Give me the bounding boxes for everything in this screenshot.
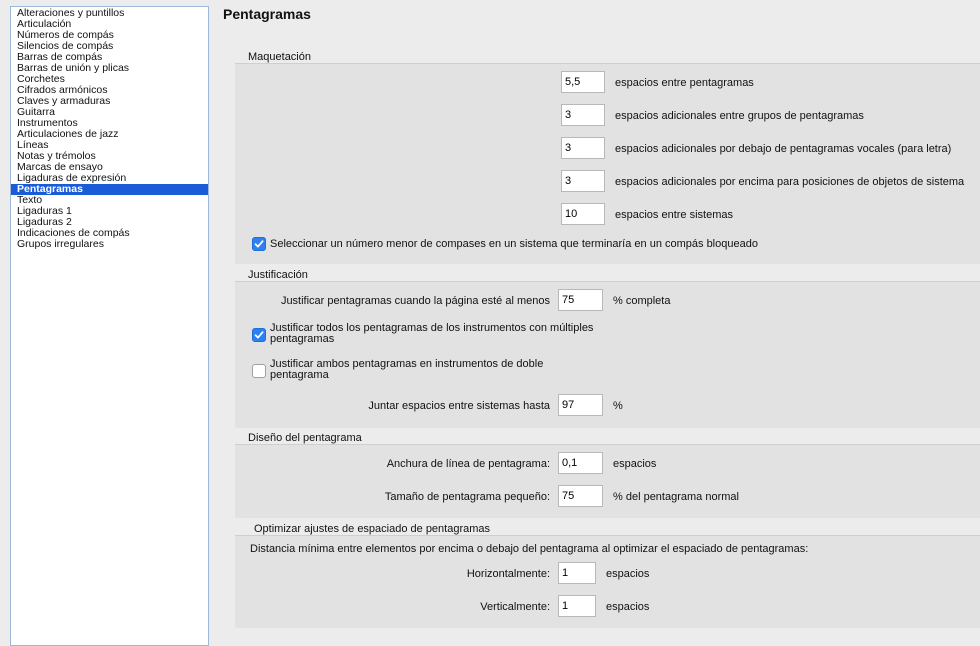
horizontal-distance-label: Horizontalmente: [466, 568, 550, 580]
line-width-unit: espacios [613, 458, 657, 470]
category-item[interactable]: Barras de compás [17, 52, 103, 63]
justify-multi-staff-label [270, 323, 593, 345]
vertical-distance-label: Verticalmente: [480, 601, 550, 613]
category-item[interactable]: Alteraciones y puntillos [17, 8, 125, 19]
justify-double-staff-label [270, 359, 543, 381]
group-spacing-input[interactable] [561, 104, 605, 126]
diseno-panel [235, 444, 980, 518]
category-list-items [11, 7, 208, 250]
small-staff-size-label: Tamaño de pentagrama pequeño: [384, 491, 550, 503]
vertical-distance-input[interactable] [558, 595, 596, 617]
join-spacing-input[interactable] [558, 394, 603, 416]
vocal-spacing-input[interactable] [561, 137, 605, 159]
category-item[interactable]: Guitarra [17, 107, 55, 118]
category-item[interactable]: Instrumentos [17, 118, 78, 129]
category-item[interactable]: Notas y trémolos [17, 151, 96, 162]
category-item[interactable]: Números de compás [17, 30, 114, 41]
system-objects-spacing-input[interactable] [561, 170, 605, 192]
maquetacion-panel [235, 63, 980, 264]
category-item[interactable]: Marcas de ensayo [17, 162, 103, 173]
category-item[interactable]: Claves y armaduras [17, 96, 111, 107]
justify-double-staff-label-line2: pentagrama [270, 369, 329, 381]
category-list[interactable] [10, 6, 209, 646]
section-title-optimizar: Optimizar ajustes de espaciado de pentagramas [254, 523, 491, 535]
checkmark-icon [254, 330, 264, 340]
justify-multi-staff-label-line2: pentagramas [270, 333, 335, 345]
category-item[interactable]: Ligaduras 2 [17, 217, 72, 228]
justify-double-staff-label-line1: Justificar ambos pentagramas en instrumentos de doble [270, 358, 544, 370]
category-item[interactable]: Ligaduras 1 [17, 206, 72, 217]
small-staff-size-input[interactable] [558, 485, 603, 507]
vocal-spacing-label: espacios adicionales por debajo de pentagramas vocales (para letra) [615, 143, 952, 155]
line-width-input[interactable] [558, 452, 603, 474]
horizontal-distance-input[interactable] [558, 562, 596, 584]
category-item[interactable]: Articulaciones de jazz [17, 129, 119, 140]
group-spacing-label: espacios adicionales entre grupos de pentagramas [615, 110, 864, 122]
section-title-justificacion: Justificación [248, 269, 308, 281]
locked-bar-checkbox-label: Seleccionar un número menor de compases en un sistema que terminaría en un compás bloqueado [270, 238, 758, 250]
justify-multi-staff-label-line1: Justificar todos los pentagramas de los instrumentos con múltiples [270, 322, 594, 334]
category-item[interactable]: Articulación [17, 19, 72, 30]
category-item[interactable]: Silencios de compás [17, 41, 114, 52]
system-spacing-label: espacios entre sistemas [615, 209, 733, 221]
justify-double-staff-checkbox[interactable] [252, 364, 266, 378]
staff-spacing-input[interactable] [561, 71, 605, 93]
category-item[interactable]: Corchetes [17, 74, 65, 85]
justify-threshold-label: Justificar pentagramas cuando la página esté al menos [280, 295, 550, 307]
system-objects-spacing-label: espacios adicionales por encima para posiciones de objetos de sistema [615, 176, 965, 188]
section-title-diseno: Diseño del pentagrama [248, 432, 362, 444]
system-spacing-input[interactable] [561, 203, 605, 225]
page-title: Pentagramas [223, 6, 311, 22]
category-item[interactable]: Pentagramas [11, 184, 208, 195]
optimize-description: Distancia mínima entre elementos por encima o debajo del pentagrama al optimizar el espaciado de pentagramas: [250, 543, 809, 555]
category-item[interactable]: Líneas [17, 140, 49, 151]
justify-threshold-unit: % completa [613, 295, 671, 307]
join-spacing-label: Juntar espacios entre sistemas hasta [368, 400, 550, 412]
small-staff-size-unit: % del pentagrama normal [613, 491, 739, 503]
section-title-maquetacion: Maquetación [248, 51, 311, 63]
category-item[interactable]: Cifrados armónicos [17, 85, 108, 96]
justify-multi-staff-checkbox[interactable] [252, 328, 266, 342]
staff-spacing-label: espacios entre pentagramas [615, 77, 754, 89]
horizontal-distance-unit: espacios [606, 568, 650, 580]
join-spacing-unit: % [613, 400, 623, 412]
category-item[interactable]: Barras de unión y plicas [17, 63, 130, 74]
justify-threshold-input[interactable] [558, 289, 603, 311]
locked-bar-checkbox[interactable] [252, 237, 266, 251]
category-item[interactable]: Grupos irregulares [17, 239, 104, 250]
category-item[interactable]: Indicaciones de compás [17, 228, 130, 239]
line-width-label: Anchura de línea de pentagrama: [386, 458, 550, 470]
category-item[interactable]: Ligaduras de expresión [17, 173, 127, 184]
checkmark-icon [254, 239, 264, 249]
category-item[interactable]: Texto [17, 195, 43, 206]
vertical-distance-unit: espacios [606, 601, 650, 613]
